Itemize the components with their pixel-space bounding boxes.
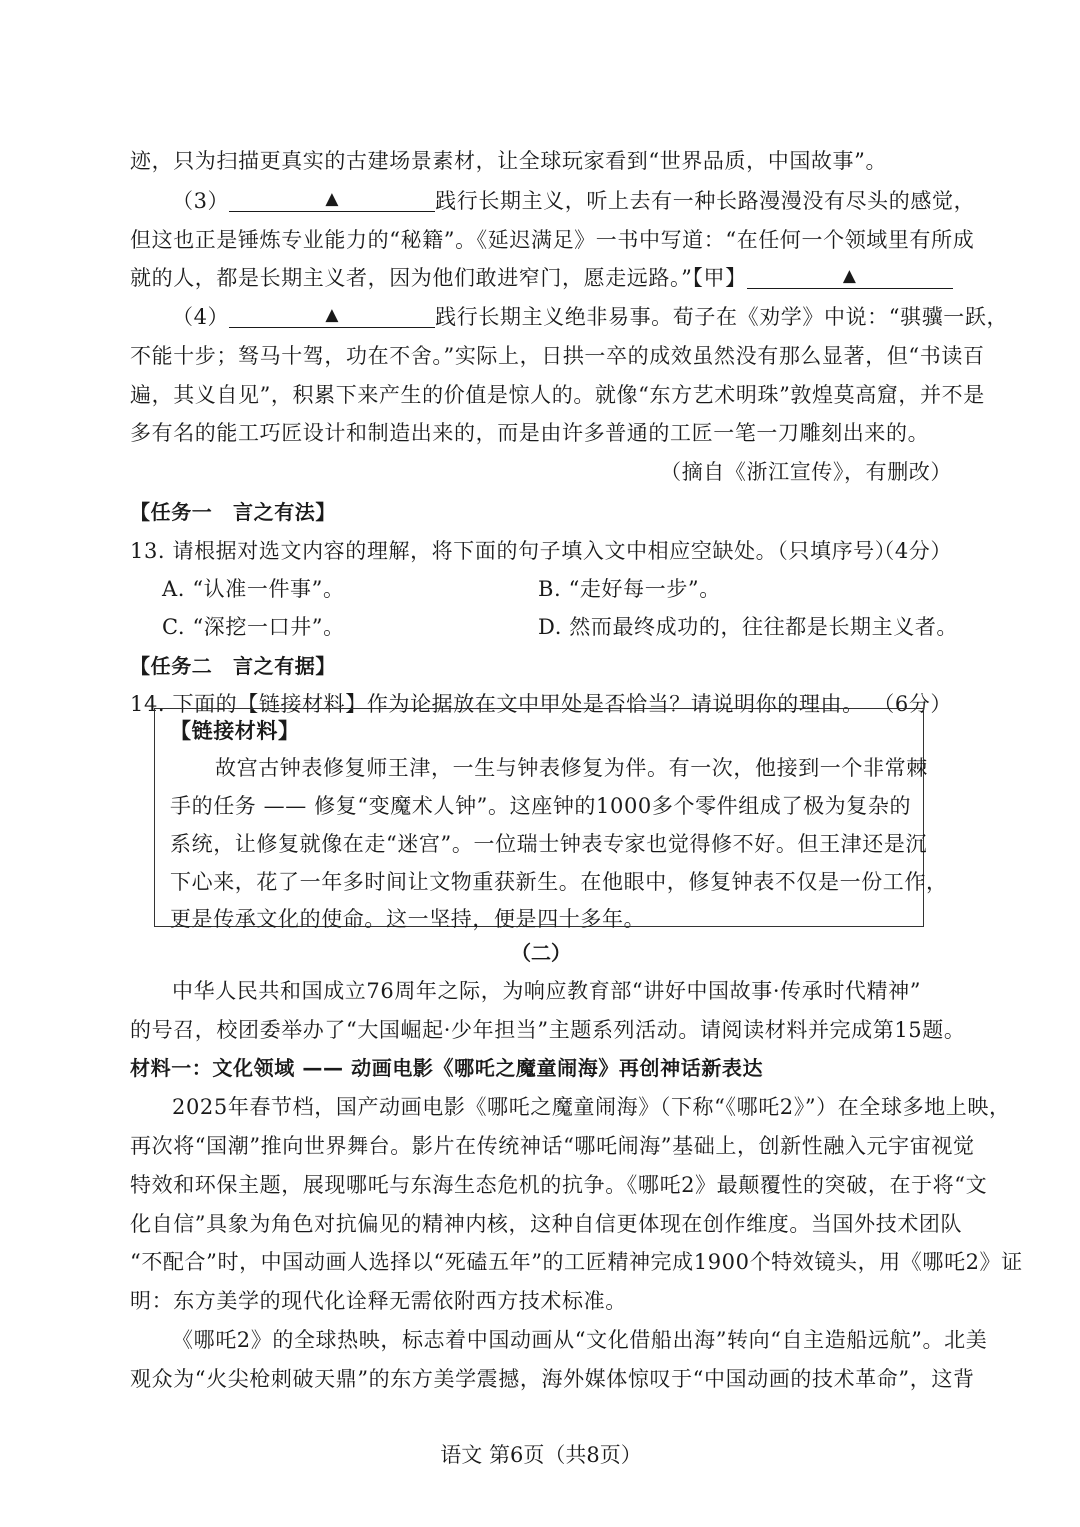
- page-footer: 语文 第6页（共8页）: [440, 1443, 642, 1467]
- box-line-2: 手的任务 —— 修复“变魔术人钟”。这座钟的1000多个零件组成了极为复杂的: [170, 794, 912, 818]
- para2-line5: “不配合”时，中国动画人选择以“死磕五年”的工匠精神完成1900个特效镜头，用《哪吒2》证: [130, 1250, 1023, 1274]
- para3-line2: 观众为“火尖枪刺破天鼎”的东方美学震撼，海外媒体惊叹于“中国动画的技术革命”，这背: [130, 1367, 975, 1391]
- answer-blank-jia[interactable]: [747, 264, 953, 289]
- section-heading: （二）: [511, 941, 571, 965]
- material1-title: 材料一：文化领域 —— 动画电影《哪吒之魔童闹海》再创神话新表达: [130, 1056, 764, 1080]
- line-4: 就的人，都是长期主义者，因为他们敢进窄门，愿走远路。”【甲】 ▲: [130, 263, 952, 293]
- linked-material-title: 【链接材料】: [170, 719, 300, 743]
- para2-line4: 化自信”具象为角色对抗偏见的精神内核，这种自信更体现在创作维度。当国外技术团队: [130, 1212, 963, 1236]
- line-8: 多有名的能工巧匠设计和制造出来的，而是由许多普通的工匠一笔一刀雕刻出来的。: [130, 421, 930, 445]
- option-a[interactable]: A. “认准一件事”。: [162, 577, 345, 601]
- line-7: 遍，其义自见”，积累下来产生的价值是惊人的。就像“东方艺术明珠”敦煌莫高窟，并不是: [130, 383, 985, 407]
- box-line-5: 更是传承文化的使命。这一坚持，便是四十多年。: [170, 907, 646, 931]
- option-c[interactable]: C. “深挖一口井”。: [162, 615, 345, 639]
- triangle-marker-icon: ▲: [325, 189, 340, 209]
- box-line-4: 下心来，花了一年多时间让文物重获新生。在他眼中，修复钟表不仅是一份工作，: [170, 870, 948, 894]
- triangle-marker-icon: ▲: [325, 305, 340, 325]
- box-line-1: 故宫古钟表修复师王津，一生与钟表修复为伴。有一次，他接到一个非常棘: [215, 756, 928, 780]
- line-2: （3） ▲ 践行长期主义，听上去有一种长路漫漫没有尽头的感觉，: [172, 189, 976, 213]
- question-14-score: （6分）: [873, 692, 952, 716]
- source-note: （摘自《浙江宣传》，有删改）: [660, 460, 952, 484]
- triangle-marker-icon: ▲: [842, 266, 857, 286]
- para1-line1: 中华人民共和国成立76周年之际，为响应教育部“讲好中国故事·传承时代精神”: [172, 979, 922, 1003]
- para2-line1: 2025年春节档，国产动画电影《哪吒之魔童闹海》（下称“《哪吒2》”）在全球多地上映，: [172, 1095, 1011, 1119]
- question-14: 14. 下面的【链接材料】作为论据放在文中甲处是否恰当？请说明你的理由。 （6分）: [130, 689, 952, 719]
- line-3: 但这也正是锤炼专业能力的“秘籍”。《延迟满足》一书中写道：“在任何一个领域里有所成: [130, 228, 975, 252]
- para3-line1: 《哪吒2》的全球热映，标志着中国动画从“文化借船出海”转向“自主造船远航”。北美: [172, 1328, 988, 1352]
- option-b[interactable]: B. “走好每一步”。: [538, 577, 721, 601]
- answer-blank-4[interactable]: [229, 303, 435, 328]
- para2-line2: 再次将“国潮”推向世界舞台。影片在传统神话“哪吒闹海”基础上，创新性融入元宇宙视觉: [130, 1134, 975, 1158]
- para2-line3: 特效和环保主题，展现哪吒与东海生态危机的抗争。《哪吒2》最颠覆性的突破，在于将“文: [130, 1173, 988, 1197]
- box-line-3: 系统，让修复就像在走“迷宫”。一位瑞士钟表专家也觉得修不好。但王津还是沉: [170, 832, 928, 856]
- line-5: （4） ▲ 践行长期主义绝非易事。荀子在《劝学》中说：“骐骥一跃，: [172, 305, 1009, 329]
- question-13: 13. 请根据对选文内容的理解，将下面的句子填入文中相应空缺处。（只填序号） （4分）: [130, 536, 952, 566]
- line-6: 不能十步；驽马十驾，功在不舍。”实际上，日拱一卒的成效虽然没有那么显著，但“书读百: [130, 344, 985, 368]
- question-13-score: （4分）: [873, 539, 952, 563]
- option-d[interactable]: D. 然而最终成功的，往往都是长期主义者。: [538, 615, 959, 639]
- para1-line2: 的号召，校团委举办了“大国崛起·少年担当”主题系列活动。请阅读材料并完成第15题。: [130, 1018, 966, 1042]
- answer-blank-3[interactable]: [229, 187, 435, 212]
- para2-line6: 明：东方美学的现代化诠释无需依附西方技术标准。: [130, 1289, 627, 1313]
- task1-title: 【任务一 言之有法】: [130, 500, 336, 524]
- task2-title: 【任务二 言之有据】: [130, 654, 336, 678]
- line-1: 迹，只为扫描更真实的古建场景素材，让全球玩家看到“世界品质，中国故事”。: [130, 149, 888, 173]
